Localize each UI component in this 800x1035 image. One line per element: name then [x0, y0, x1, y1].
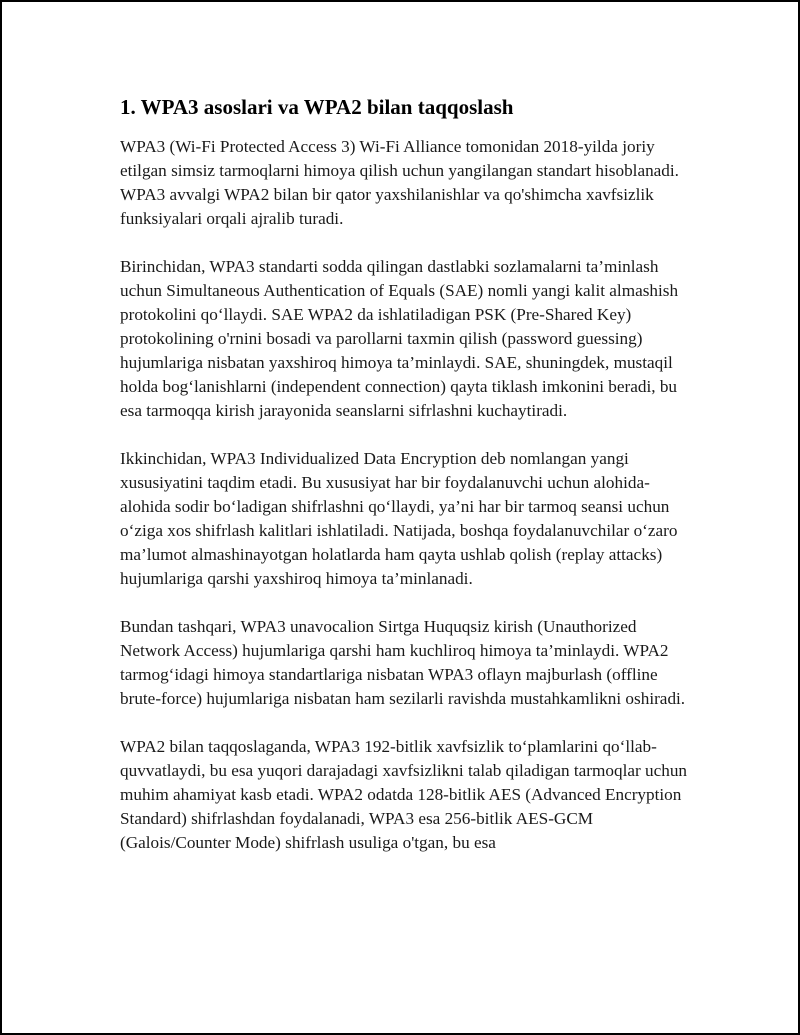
- paragraph-encryption: Ikkinchidan, WPA3 Individualized Data Encryption deb nomlangan yangi xususiyatini taqdim etadi. Bu xususiyat har bir foydalanuvchi uchun alohida-alohida sodir bo‘ladigan shifrlashni qo‘llaydi, ya’ni har bir tarmoq seansi uchun o‘ziga xos shifrlash kalitlari ishlatiladi. Natijada, boshqa foydalanuvchilar o‘zaro ma’lumot almashinayotgan holatlarda ham qayta ushlab qolish (replay attacks) hujumlariga qarshi yaxshiroq himoya ta’minlanadi.: [120, 449, 678, 588]
- paragraph-intro: WPA3 (Wi-Fi Protected Access 3) Wi-Fi Alliance tomonidan 2018-yilda joriy etilgan simsiz tarmoqlarni himoya qilish uchun yangilangan standart hisoblanadi. WPA3 avvalgi WPA2 bilan bir qator yaxshilanishlar va qo'shimcha xavfsizlik funksiyalari orqali ajralib turadi.: [120, 137, 679, 228]
- paragraph-sae: Birinchidan, WPA3 standarti sodda qilingan dastlabki sozlamalarni ta’minlash uchun Simultaneous Authentication of Equals (SAE) nomli yangi kalit almashish protokolini qo‘llaydi. SAE WPA2 da ishlatiladigan PSK (Pre-Shared Key) protokolining o'rnini bosadi va parollarni taxmin qilish (password guessing) hujumlariga nisbatan yaxshiroq himoya ta’minlaydi. SAE, shuningdek, mustaqil holda bog‘lanishlarni (independent connection) qayta tiklash imkonini beradi, bu esa tarmoqqa kirish jarayonida seanslarni sifrlashni kuchaytiradi.: [120, 257, 679, 420]
- section-heading: 1. WPA3 asoslari va WPA2 bilan taqqoslash: [120, 95, 514, 119]
- paragraph-unauthorized-access: Bundan tashqari, WPA3 unavocalion Sirtga Huquqsiz kirish (Unauthorized Network Access) hujumlariga qarshi ham kuchliroq himoya ta’minlaydi. WPA2 tarmog‘idagi himoya standartlariga nisbatan WPA3 oflayn majburlash (offline brute-force) hujumlariga nisbatan ham sezilarli ravishda mustahkamlikni oshiradi.: [120, 617, 686, 708]
- document-body: [120, 92, 690, 879]
- paragraph-comparison: WPA2 bilan taqqoslaganda, WPA3 192-bitlik xavfsizlik to‘plamlarini qo‘llab-quvvatlaydi, bu esa yuqori darajadagi xavfsizlikni talab qiladigan tarmoqlar uchun muhim ahamiyat kasb etadi. WPA2 odatda 128-bitlik AES (Advanced Encryption Standard) shifrlashdan foydalanadi, WPA3 esa 256-bitlik AES-GCM (Galois/Counter Mode) shifrlash usuliga o'tgan, bu esa: [120, 737, 688, 852]
